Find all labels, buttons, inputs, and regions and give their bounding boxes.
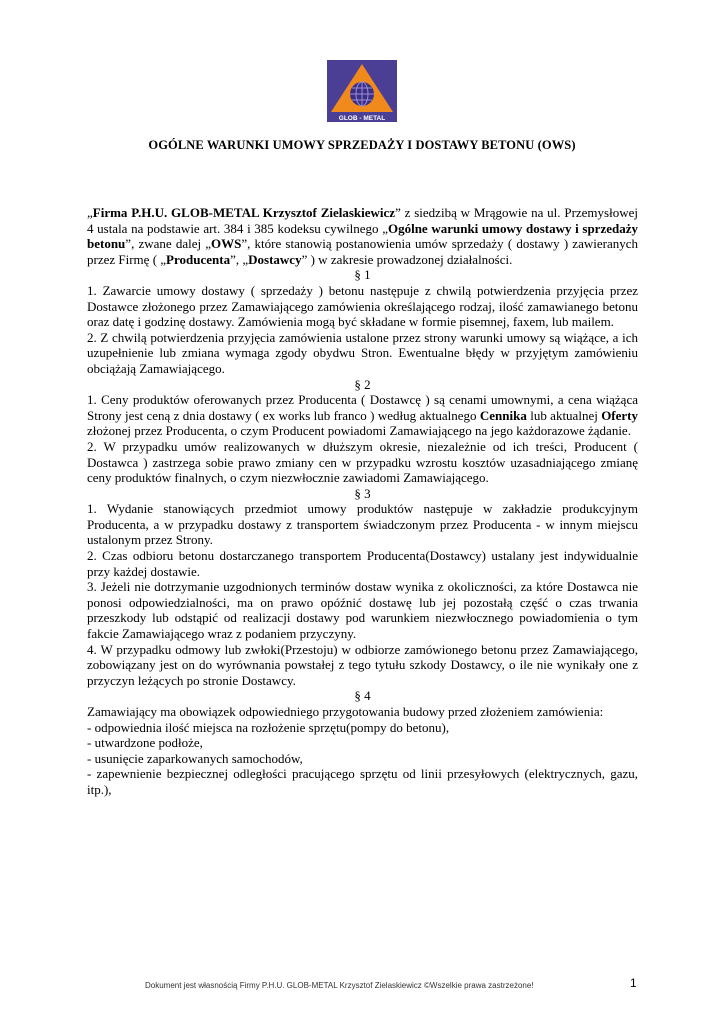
document-title: OGÓLNE WARUNKI UMOWY SPRZEDAŻY I DOSTAWY BETONU (OWS) <box>148 138 576 152</box>
firm-name: Firma P.H.U. GLOB-METAL Krzysztof Zielaskiewicz <box>92 205 396 220</box>
section-3-heading: § 3 <box>354 485 371 501</box>
section-1-paragraph-2: 2. Z chwilą potwierdzenia przyjęcia zamówienia ustalone przez strony warunki umowy są wiążące, a ich uzupełnienie lub zmiana wymaga zgody obydwu Stron. Ewentualne błędy w przyjętym zamówieniu obciążają Zamawiającego. <box>87 329 638 376</box>
list-item: - zapewnienie bezpiecznej odległości pracującego sprzętu od linii przesyłowych (elektrycznych, gazu, itp.), <box>87 766 638 797</box>
section-2-paragraph-1: 1. Ceny produktów oferowanych przez Producenta ( Dostawcę ) są cenami umownymi, a cena wiążąca Strony jest ceną z dnia dostawy ( ex works lub franco ) według aktualnego Cennika lub aktualnej Oferty złożonej przez Producenta, o czym Producent powiadomi Zamawiającego na jego każdorazowe żądanie. <box>87 392 638 439</box>
company-logo <box>327 60 397 122</box>
section-2-heading: § 2 <box>354 376 371 392</box>
list-item: - usunięcie zaparkowanych samochodów, <box>87 750 303 766</box>
page-number: 1 <box>630 976 637 990</box>
footer-text: Dokument jest własnością Firmy P.H.U. GLOB-METAL Krzysztof Zielaskiewicz ©Wszelkie prawa zastrzeżone! <box>145 981 534 990</box>
intro-paragraph: „Firma P.H.U. GLOB-METAL Krzysztof Zielaskiewicz” z siedzibą w Mrągowie na ul. Przemysłowej 4 ustala na podstawie art. 384 i 385 kodeksu cywilnego „Ogólne warunki umowy dostawy i sprzedaży betonu”, zwane dalej „OWS”, które stanowią postanowienia umów sprzedaży ( dostawy ) zawieranych przez Firmę ( „Producenta”, „Dostawcy” ) w zakresie prowadzonej działalności. <box>87 205 638 267</box>
section-4-paragraph-1: Zamawiający ma obowiązek odpowiedniego przygotowania budowy przed złożeniem zamówienia: <box>87 704 604 719</box>
section-3-paragraph-4: 4. W przypadku odmowy lub zwłoki(Przestoju) w odbiorze zamówionego betonu przez Zamawiającego, zobowiązany jest on do wyrównania powstałej z tego tytułu szkody Dostawcy, o ile nie wynikały one z przyczyn leżących po stronie Dostawcy. <box>87 641 638 688</box>
section-3-paragraph-3: 3. Jeżeli nie dotrzymanie uzgodnionych terminów dostaw wynika z okoliczności, za które Dostawca nie ponosi odpowiedzialności, ma on prawo opóźnić dostawę lub jej pozostałą część o czas trwania przeszkody lub odstąpić od realizacji dostawy pod warunkiem niezwłocznego powiadomienia o tym fakcie Zamawiającego wraz z podaniem przyczyny. <box>87 579 638 642</box>
section-3-paragraph-1: 1. Wydanie stanowiących przedmiot umowy produktów następuje w zakładzie produkcyjnym Producenta, a w przypadku dostawy z transportem świadczonym przez Producenta - w innym miejscu ustalonym przez Strony. <box>87 501 638 548</box>
section-4-heading: § 4 <box>354 688 371 704</box>
section-1-paragraph-1: 1. Zawarcie umowy dostawy ( sprzedaży ) betonu następuje z chwilą potwierdzenia przyjęcia przez Dostawce złożonego przez Zamawiającego zamówienia określającego rodzaj, ilość zamawianego betonu oraz datę i godzinę dostawy. Zamówienia mogą być składane w formie pisemnej, faxem, lub mailem. <box>87 282 638 330</box>
list-item: - odpowiednia ilość miejsca na rozłożenie sprzętu(pompy do betonu), <box>87 719 450 735</box>
section-1-heading: § 1 <box>354 267 371 283</box>
document-body <box>87 205 638 798</box>
list-item: - utwardzone podłoże, <box>87 735 203 751</box>
section-3-paragraph-2: 2. Czas odbioru betonu dostarczanego transportem Producenta(Dostawcy) ustalany jest indywidualnie przy każdej dostawie. <box>87 548 638 579</box>
logo-text: GLOB - METAL <box>338 115 386 122</box>
section-2-paragraph-2: 2. W przypadku umów realizowanych w dłuższym okresie, niezależnie od ich treści, Producent ( Dostawca ) zastrzega sobie prawo zmiany cen w przypadku wzrostu kosztów uzasadniającego zmianę ceny produktów finalnych, o czym niezwłocznie zawiadomi Zamawiającego. <box>87 438 638 486</box>
